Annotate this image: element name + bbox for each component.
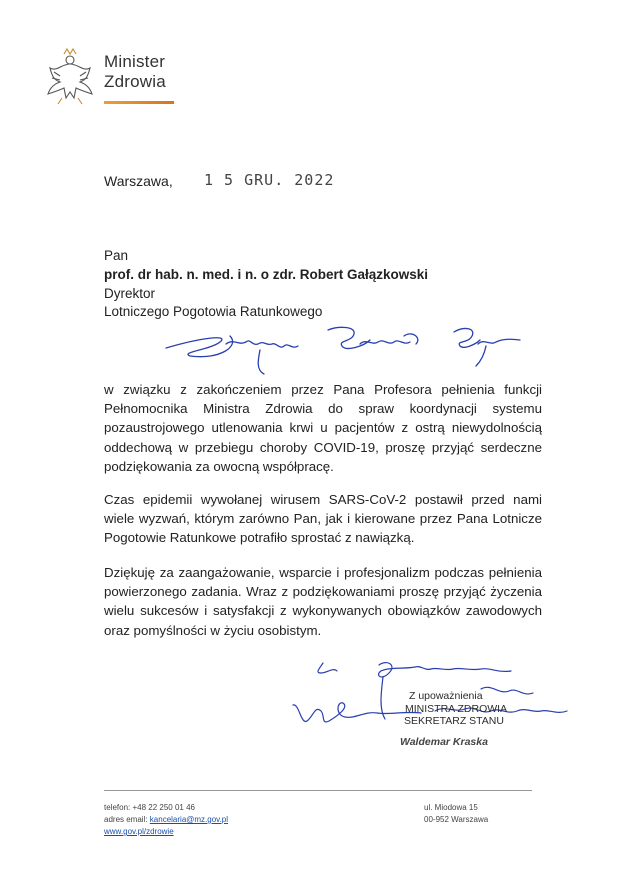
recipient-name: prof. dr hab. n. med. i n. o zdr. Robert Gałązkowski <box>104 267 429 282</box>
signatory-name: Waldemar Kraska <box>400 736 488 748</box>
polish-eagle-emblem-icon <box>40 46 100 108</box>
recipient-organization: Lotniczego Pogotowia Ratunkowego <box>104 304 323 319</box>
body-paragraph-2: Czas epidemii wywołanej wirusem SARS-CoV-2 postawił przed nami wiele wyzwań, którym zarówno Pan, jak i kierowane przez Pana Lotnicze Pogotowie Ratunkowe potrafiło sprostać z nawiązką. <box>104 492 542 546</box>
footer-email-label: adres email: <box>104 815 150 824</box>
footer-city: 00-952 Warszawa <box>424 815 489 824</box>
footer-street: ul. Miodowa 15 <box>424 803 478 812</box>
brand-name-line2: Zdrowia <box>104 72 166 91</box>
body-paragraph-3: Dziękuję za zaangażowanie, wsparcie i profesjonalizm podczas pełnienia powierzonego zadania. Wraz z podziękowaniami proszę przyjąć życzenia wielu sukcesów i satysfakcji z wykonywanych obowiązków zawodowych oraz pomyślności w życiu osobistym. <box>104 565 542 638</box>
footer-phone: telefon: +48 22 250 01 46 <box>104 803 195 812</box>
body-paragraph-1: w związku z zakończeniem przez Pana Profesora pełnienia funkcji Pełnomocnika Ministra Zdrowia do spraw koordynacji systemu pozaustrojowego utlenowania krwi u pacjentów z ostrą niewydolnością oddechową w przebiegu choroby COVID-19, proszę przyjąć serdeczne podziękowania za owocną współpracę. <box>104 382 542 474</box>
recipient-salutation: Pan <box>104 248 129 263</box>
footer-divider <box>104 790 532 791</box>
recipient-position: Dyrektor <box>104 286 156 301</box>
footer-website-link[interactable]: www.gov.pl/zdrowie <box>104 827 174 836</box>
brand-accent-bar <box>104 101 174 104</box>
authorization-stamp-line: Z upoważnienia <box>409 690 483 702</box>
brand-name-line1: Minister <box>104 52 166 71</box>
authorization-stamp-ministry: MINISTRA ZDROWIA <box>405 703 508 715</box>
date-stamp: 1 5 GRU. 2022 <box>204 171 335 189</box>
handwritten-salutation <box>160 316 530 386</box>
footer-email-line <box>104 814 228 826</box>
footer-email-link[interactable]: kancelaria@mz.gov.pl <box>149 815 229 824</box>
letter-place: Warszawa, <box>104 173 173 189</box>
authorization-stamp-title: SEKRETARZ STANU <box>404 715 504 727</box>
